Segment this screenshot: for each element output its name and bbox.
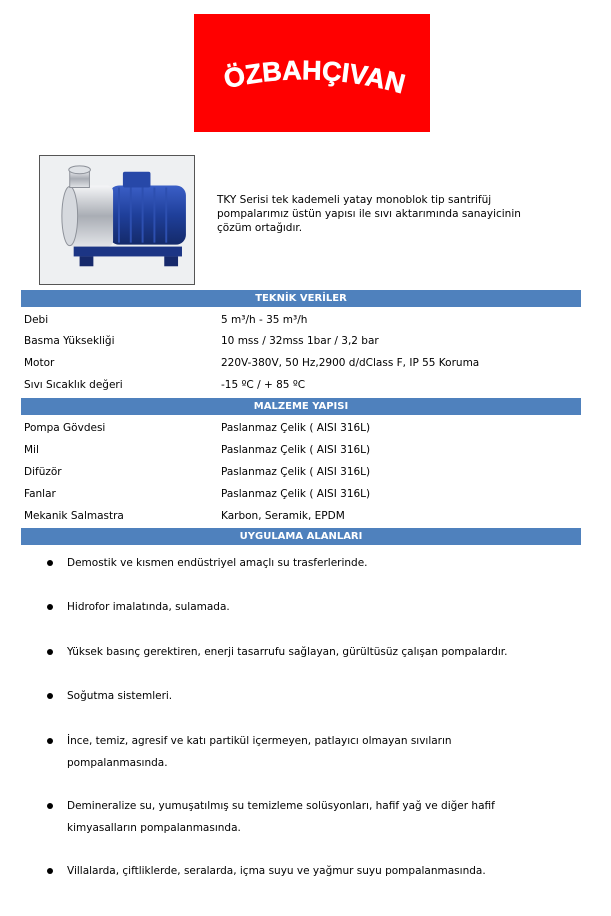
intro-text: [217, 193, 577, 235]
material-value: Paslanmaz Çelik ( AISI 316L): [221, 422, 371, 434]
list-item-text: Yüksek basınç gerektiren, enerji tasarrufu sağlayan, gürültüsüz çalışan pompalardır.: [67, 646, 508, 658]
bullet-icon: [47, 693, 53, 699]
list-item-text: Demineralize su, yumuşatılmış su temizleme solüsyonları, hafif yağ ve diğer hafif: [67, 800, 495, 812]
material-value: Paslanmaz Çelik ( AISI 316L): [221, 444, 371, 456]
brand-logo-graphic: [194, 14, 430, 132]
spec-label: Basma Yüksekliği: [24, 335, 115, 347]
material-value: Paslanmaz Çelik ( AISI 316L): [221, 488, 371, 500]
brand-logo-text: ÖZBAHÇIVAN: [221, 55, 409, 100]
list-item-text: İnce, temiz, agresif ve katı partikül içermeyen, patlayıcı olmayan sıvıların: [67, 735, 452, 747]
material-row-shaft: [24, 440, 584, 461]
list-item-text: Demostik ve kısmen endüstriyel amaçlı su trasferlerinde.: [67, 557, 368, 569]
bullet-icon: [47, 560, 53, 566]
spec-value: 5 m³/h - 35 m³/h: [221, 314, 308, 326]
material-label: Fanlar: [24, 488, 56, 500]
spec-label: Motor: [24, 357, 55, 369]
section-header-technical: TEKNİK VERİLER: [21, 290, 581, 307]
material-row-impellers: [24, 484, 584, 505]
material-row-body: [24, 418, 584, 439]
spec-row-head: [24, 331, 584, 352]
spec-value: 10 mss / 32mss 1bar / 3,2 bar: [221, 335, 379, 347]
spec-row-motor: [24, 353, 584, 374]
list-item-text: Soğutma sistemleri.: [67, 690, 173, 702]
list-item-text: pompalanmasında.: [67, 757, 168, 769]
intro-line: çözüm ortağıdır.: [217, 222, 303, 234]
pump-illustration: [40, 156, 194, 284]
material-label: Pompa Gövdesi: [24, 422, 106, 434]
bullet-icon: [47, 604, 53, 610]
material-value: Karbon, Seramik, EPDM: [221, 510, 345, 522]
material-value: Paslanmaz Çelik ( AISI 316L): [221, 466, 371, 478]
material-label: Difüzör: [24, 466, 62, 478]
material-row-seal: [24, 506, 584, 527]
bullet-icon: [47, 649, 53, 655]
bullet-icon: [47, 803, 53, 809]
intro-line: pompalarımız üstün yapısı ile sıvı aktarımında sanayicinin: [217, 208, 521, 220]
spec-value: -15 ºC / + 85 ºC: [221, 379, 306, 391]
product-photo: [39, 155, 195, 285]
spec-label: Sıvı Sıcaklık değeri: [24, 379, 123, 391]
material-label: Mekanik Salmastra: [24, 510, 124, 522]
material-row-diffuser: [24, 462, 584, 483]
spec-row-flow: [24, 310, 584, 331]
intro-line: TKY Serisi tek kademeli yatay monoblok tip santrifüj: [217, 194, 492, 206]
spec-row-temperature: [24, 375, 584, 396]
list-item-text: Hidrofor imalatında, sulamada.: [67, 601, 230, 613]
list-item-text: Villalarda, çiftliklerde, seralarda, içma suyu ve yağmur suyu pompalanmasında.: [67, 865, 486, 877]
section-header-applications: UYGULAMA ALANLARI: [21, 528, 581, 545]
material-label: Mil: [24, 444, 39, 456]
brand-logo: [194, 14, 430, 132]
spec-label: Debi: [24, 314, 49, 326]
bullet-icon: [47, 868, 53, 874]
section-header-material: MALZEME YAPISI: [21, 398, 581, 415]
spec-value: 220V-380V, 50 Hz,2900 d/dClass F, IP 55 Koruma: [221, 357, 480, 369]
list-item-text: kimyasalların pompalanmasında.: [67, 822, 241, 834]
bullet-icon: [47, 738, 53, 744]
